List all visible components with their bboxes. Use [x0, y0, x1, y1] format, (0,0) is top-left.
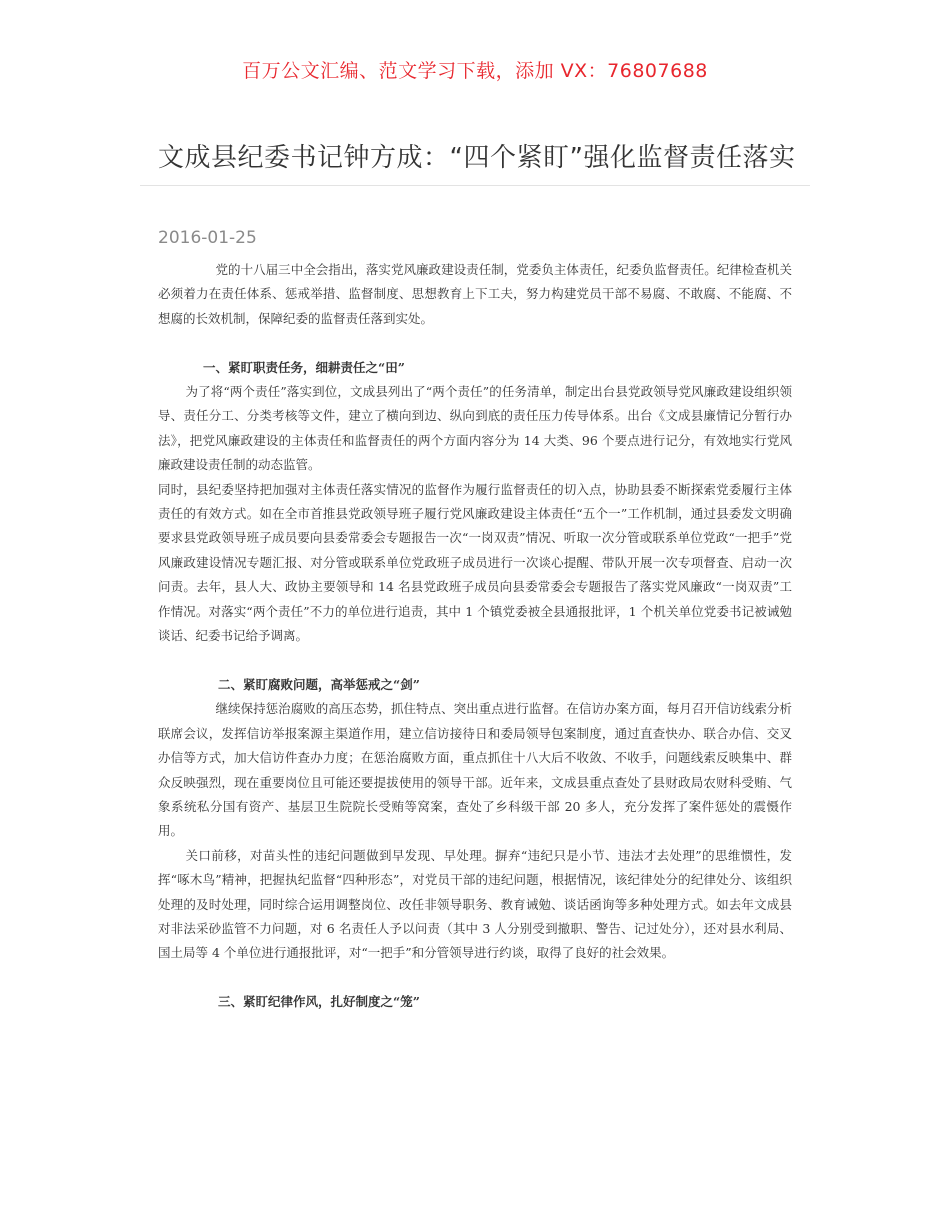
promo-banner: 百万公文汇编、范文学习下载，添加 VX：76807688 [242, 60, 708, 82]
intro-paragraph: 党的十八届三中全会指出，落实党风廉政建设责任制，党委负主体责任，纪委负监督责任。纪律检查机关必须着力在责任体系、惩戒举措、监督制度、思想教育上下工夫，努力构建党员干部不易腐、不敢腐、不能腐、不想腐的长效机制，保障纪委的监督责任落到实处。 [158, 262, 792, 326]
section-1-paragraph-2: 同时，县纪委坚持把加强对主体责任落实情况的监督作为履行监督责任的切入点，协助县委不断探索党委履行主体责任的有效方式。如在全市首推县党政领导班子履行党风廉政建设主体责任“五个一”工作机制，通过县委发文明确要求县党政领导班子成员要向县委常委会专题报告一次“一岗双责”情况、听取一次分管或联系单位党政“一把手”党风廉政建设情况专题汇报、对分管或联系单位党政班子成员进行一次谈心提醒、带队开展一次专项督查、启动一次问责。去年，县人大、政协主要领导和 14 名县党政班子成员向县委常委会专题报告了落实党风廉政“一岗双责”工作情况。对落实“两个责任”不力的单位进行追责，其中 1 个镇党委被全县通报批评，1 个机关单位党委书记被诫勉谈话、纪委书记给予调离。 [158, 481, 792, 644]
section-heading-1: 一、紧盯职责任务，细耕责任之“田” [203, 359, 405, 375]
section-heading-3: 三、紧盯纪律作风，扎好制度之“笼” [218, 994, 420, 1010]
section-1-paragraph-1: 为了将“两个责任”落实到位，文成县列出了“两个责任”的任务清单，制定出台县党政领导党风廉政建设组织领导、责任分工、分类考核等文件，建立了横向到边、纵向到底的责任压力传导体系。出台《文成县廉情记分暂行办法》，把党风廉政建设的主体责任和监督责任的两个方面内容分为 14 大类、96 个要点进行记分，有效地实行党风廉政建设责任制的动态监管。 [158, 384, 792, 473]
article-body [158, 258, 792, 1015]
publish-date: 2016-01-25 [158, 228, 257, 248]
title-divider [140, 185, 810, 186]
section-2-paragraph-2: 关口前移，对苗头性的违纪问题做到早发现、早处理。摒弃“违纪只是小节、违法才去处理”的思维惯性，发挥“啄木鸟”精神，把握执纪监督“四种形态”，对党员干部的违纪问题，根据情况，该纪律处分的纪律处分、该组织处理的及时处理，同时综合运用调整岗位、改任非领导职务、教育诫勉、谈话函询等多种处理方式。如去年文成县对非法采砂监管不力问题，对 6 名责任人予以问责（其中 3 人分别受到撤职、警告、记过处分），还对县水利局、国土局等 4 个单位进行通报批评，对“一把手”和分管领导进行约谈，取得了良好的社会效果。 [158, 847, 792, 961]
article-title: 文成县纪委书记钟方成：“四个紧盯”强化监督责任落实 [158, 143, 796, 173]
section-2-paragraph-1: 继续保持惩治腐败的高压态势，抓住特点、突出重点进行监督。在信访办案方面，每月召开信访线索分析联席会议，发挥信访举报案源主渠道作用，建立信访接待日和委局领导包案制度，通过直查快办、联合办信、交叉办信等方式，加大信访件查办力度；在惩治腐败方面，重点抓住十八大后不收敛、不收手，问题线索反映集中、群众反映强烈，现在重要岗位且可能还要提拔使用的领导干部。近年来，文成县重点查处了县财政局农财科受贿、气象系统私分国有资产、基层卫生院院长受贿等窝案，查处了乡科级干部 20 多人，充分发挥了案件惩处的震慑作用。 [158, 701, 792, 839]
section-heading-2: 二、紧盯腐败问题，高举惩戒之“剑” [218, 676, 420, 692]
